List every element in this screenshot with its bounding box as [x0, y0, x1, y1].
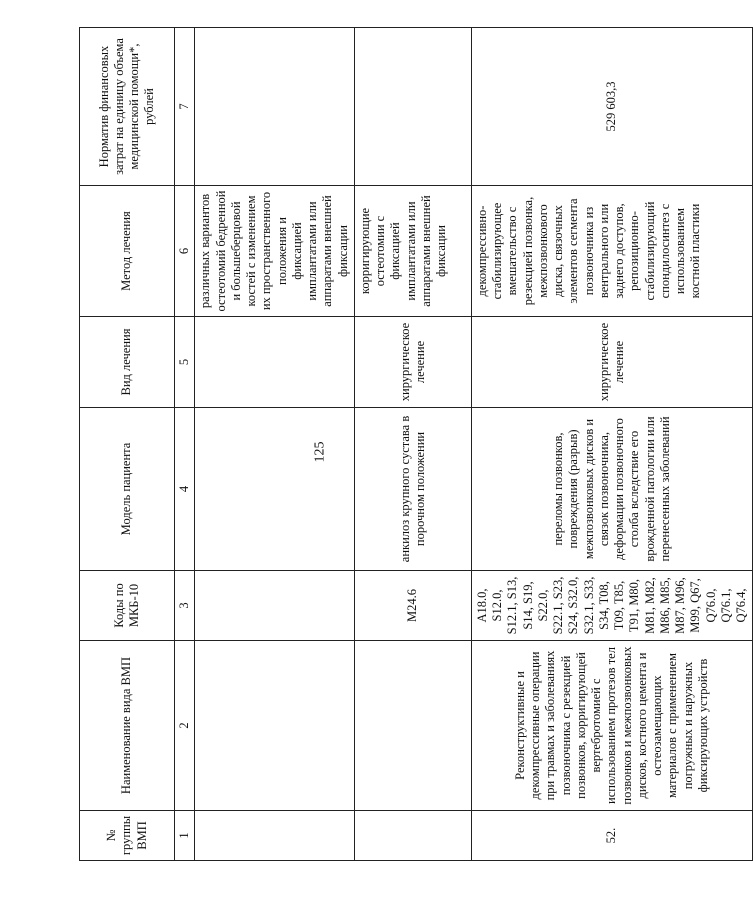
column-number: 3: [175, 571, 195, 641]
column-number: 6: [175, 186, 195, 317]
header-method: Метод лечения: [80, 186, 175, 317]
column-number: 5: [175, 317, 195, 408]
cell-norm: [195, 28, 355, 186]
cell-model: переломы позвонков, повреждения (разрыв) межпозвонковых дисков и связок позвоночника, деформации позвоночного столба вследствие его врожденной патологии или перенесенных заболеваний: [471, 408, 753, 571]
cell-norm: [354, 28, 471, 186]
cell-codes: M24.6: [354, 571, 471, 641]
cell-treatment-type: хирургическое лечение: [471, 317, 753, 408]
header-name: Наименование вида ВМП: [80, 641, 175, 811]
cell-group: [354, 811, 471, 861]
vmp-table: [79, 27, 753, 861]
header-group: № группы ВМП: [80, 811, 175, 861]
cell-name: Реконструктивные и декомпрессивные операции при травмах и заболеваниях позвоночника с резекцией позвонков, корригирующей вертебротомией с использованием протезов тел позвонков и межпозвонковых дисков, костного цемента и остеозамещающих материалов с применением погружных и наружных фиксирующих устройств: [471, 641, 753, 811]
table-row: [195, 28, 355, 861]
header-row: [80, 28, 175, 861]
cell-codes: [195, 571, 355, 641]
column-number: 7: [175, 28, 195, 186]
header-treatment-type: Вид лечения: [80, 317, 175, 408]
table-row: [471, 28, 753, 861]
cell-norm: 529 603,3: [471, 28, 753, 186]
cell-name: [195, 641, 355, 811]
cell-codes: A18.0, S12.0, S12.1, S13, S14, S19, S22.0, S22.1, S23, S24, S32.0, S32.1, S33, S34, T08, T09, T85, T91, M80, M81, M82, M86, M85, M87, M96, M99, Q67, Q76.0, Q76.1, Q76.4,: [471, 571, 753, 641]
cell-method: различных вариантов остеотомий бедренной и большеберцовой костей с изменением их пространственного положения и фиксацией имплантатами или аппаратами внешней фиксации: [195, 186, 355, 317]
cell-method: корригирующие остеотомии с фиксацией имплантатами или аппаратами внешней фиксации: [354, 186, 471, 317]
cell-group: 52.: [471, 811, 753, 861]
header-model: Модель пациента: [80, 408, 175, 571]
cell-treatment-type: [195, 317, 355, 408]
column-number: 2: [175, 641, 195, 811]
page-number-text: 125: [312, 441, 327, 463]
column-number: 1: [175, 811, 195, 861]
cell-name: [354, 641, 471, 811]
column-number-row: [175, 28, 195, 861]
rotated-table-container: [79, 28, 748, 861]
header-codes: Коды по МКБ-10: [80, 571, 175, 641]
cell-model: анкилоз крупного сустава в порочном положении: [354, 408, 471, 571]
cell-model: [195, 408, 355, 571]
header-norm: Норматив финансовых затрат на единицу объема медицинской помощи*, рублей: [80, 28, 175, 186]
table-row: [354, 28, 471, 861]
column-number: 4: [175, 408, 195, 571]
cell-treatment-type: хирургическое лечение: [354, 317, 471, 408]
cell-method: декомпрессивно-стабилизирующее вмешательство с резекцией позвонка, межпозвонкового диска, связочных элементов сегмента позвоночника из вентрального или заднего доступов, репозиционно-стабилизирующий спондилосинтез с использованием костной пластики: [471, 186, 753, 317]
cell-group: [195, 811, 355, 861]
